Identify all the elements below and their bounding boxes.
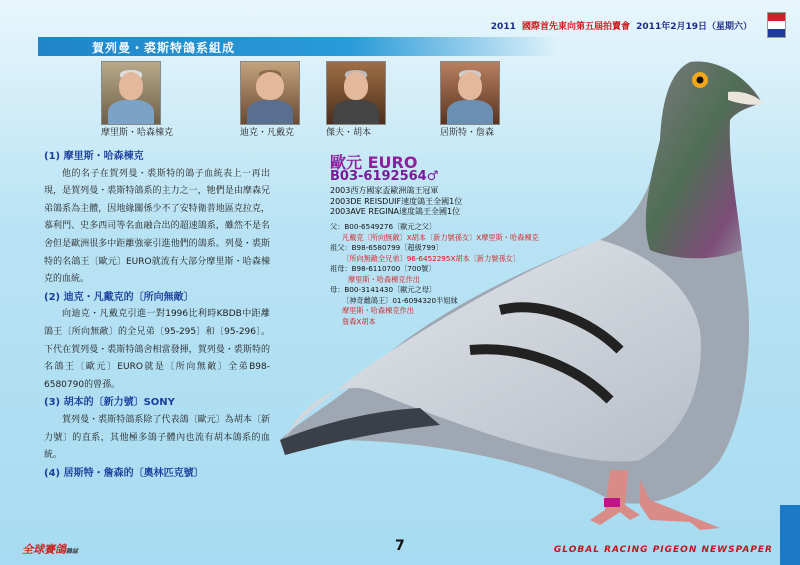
pedigree-father: 父：B00-6549276〔歐元之父〕 <box>330 222 437 231</box>
newspaper-name: GLOBAL RACING PIGEON NEWSPAPER <box>553 545 773 555</box>
magazine-logo-sub: 雜誌 <box>66 548 79 555</box>
pigeon-ring-number: B03-6192564 <box>330 169 427 184</box>
article-paragraph-2: 向迪克・凡戴克引進一對1996比利時KBDB中距離鴿王〔所向無敵〕的全兄弟〔95-295〕和〔95-296〕。下代在賀列曼・裘斯特鴿舍相當發揮，賀列曼・裘斯特的名鴿王〔歐元〕EURO就是〔所向無敵〕全弟B98-6580790的曾孫。 <box>44 309 270 390</box>
portrait-caption-4: 居斯特・詹森 <box>440 128 495 138</box>
pedigree-mother: 母：B00-3141430〔歐元之母〕 <box>330 285 437 294</box>
page-number: 7 <box>395 538 405 554</box>
article-paragraph-1: 他的名子在賀列曼・裘斯特的鴿子血統表上一再出現，是賀列曼・裘斯特鴿系的主力之一，牠們是由摩森兄弟鴿系為主體，因地緣關係少不了安特衛普地區克拉克，慕利門、史多西司等名血融合出的超速鴿系，雖然不是名舍但是歐洲很多中距離強豪引進他們的鴿系。列曼・裘斯特的名鴿王〔歐元〕EURO就流有大部分摩里斯・哈森棟克的血統。 <box>44 168 270 285</box>
pedigree-grandfather: 祖父：B98-6580799〔超級799〕 <box>330 243 443 252</box>
pedigree-mother-line: 〔神奇雌鴿王〕01-6094320半姐妹 <box>342 295 458 305</box>
article-heading-3: (3) 胡本的〔新力號〕SONY <box>44 397 175 409</box>
portrait-caption-1: 摩里斯・哈森棟克 <box>101 128 174 138</box>
magazine-logo-text: 全球賽鴿 <box>22 543 66 556</box>
corner-decoration <box>780 505 800 565</box>
section-title: 賀列曼・裘斯特鴿系組成 <box>92 41 236 55</box>
pigeon-name: 歐元 EURO <box>330 153 418 172</box>
magazine-logo <box>22 541 78 557</box>
win-item: 2003西方國家盃歐洲鴿王冠軍 <box>330 186 439 195</box>
pigeon-wins <box>330 186 462 218</box>
pedigree-grandmother-note: 摩里斯・哈森棟克作出 <box>348 274 420 284</box>
pigeon-ring-line <box>330 169 438 184</box>
pedigree <box>330 222 539 327</box>
pedigree-grandmother: 祖母：B98-6110700〔700號〕 <box>330 264 436 273</box>
header-date: 2011年2月19日（星期六） <box>636 22 752 32</box>
pedigree-mother-note-2: 詹森X胡本 <box>342 316 376 326</box>
article-column <box>44 148 270 482</box>
header-year: 2011 <box>490 22 516 32</box>
pedigree-mother-note-1: 摩里斯・哈森棟克作出 <box>342 306 414 315</box>
win-item: 2003DE REISDUIF速度鴿王全國1位 <box>330 196 463 206</box>
male-symbol-icon: ♂ <box>426 169 439 184</box>
article-heading-4: (4) 居斯特・詹森的〔奧林匹克號〕 <box>44 467 204 479</box>
article-paragraph-3: 賀列曼・裘斯特鴿系除了代表鴿〔歐元〕為胡本〔新力號〕的直系，其他極多鴿子體內也流有胡本鴿系的血統。 <box>44 414 270 461</box>
portrait-caption-3: 傑夫・胡本 <box>326 128 372 138</box>
win-item: 2003AVE REGINA速度鴿王全國1位 <box>330 207 461 216</box>
article-heading-1: (1) 摩里斯・哈森棟克 <box>44 151 144 162</box>
article-heading-2: (2) 迪克・凡戴克的〔所向無敵〕 <box>44 291 194 303</box>
pedigree-father-note: 凡戴克〔所向無敵〕X胡本〔新力號孫女〕X摩里斯・哈森棟克 <box>342 232 539 242</box>
pedigree-grandfather-note: 〔所向無敵全兄弟〕96-6452295X胡本〔新力號孫女〕 <box>342 253 521 263</box>
header-event: 國際首先東向第五屆拍賣會 <box>522 22 631 32</box>
portrait-caption-2: 迪克・凡戴克 <box>240 128 295 138</box>
